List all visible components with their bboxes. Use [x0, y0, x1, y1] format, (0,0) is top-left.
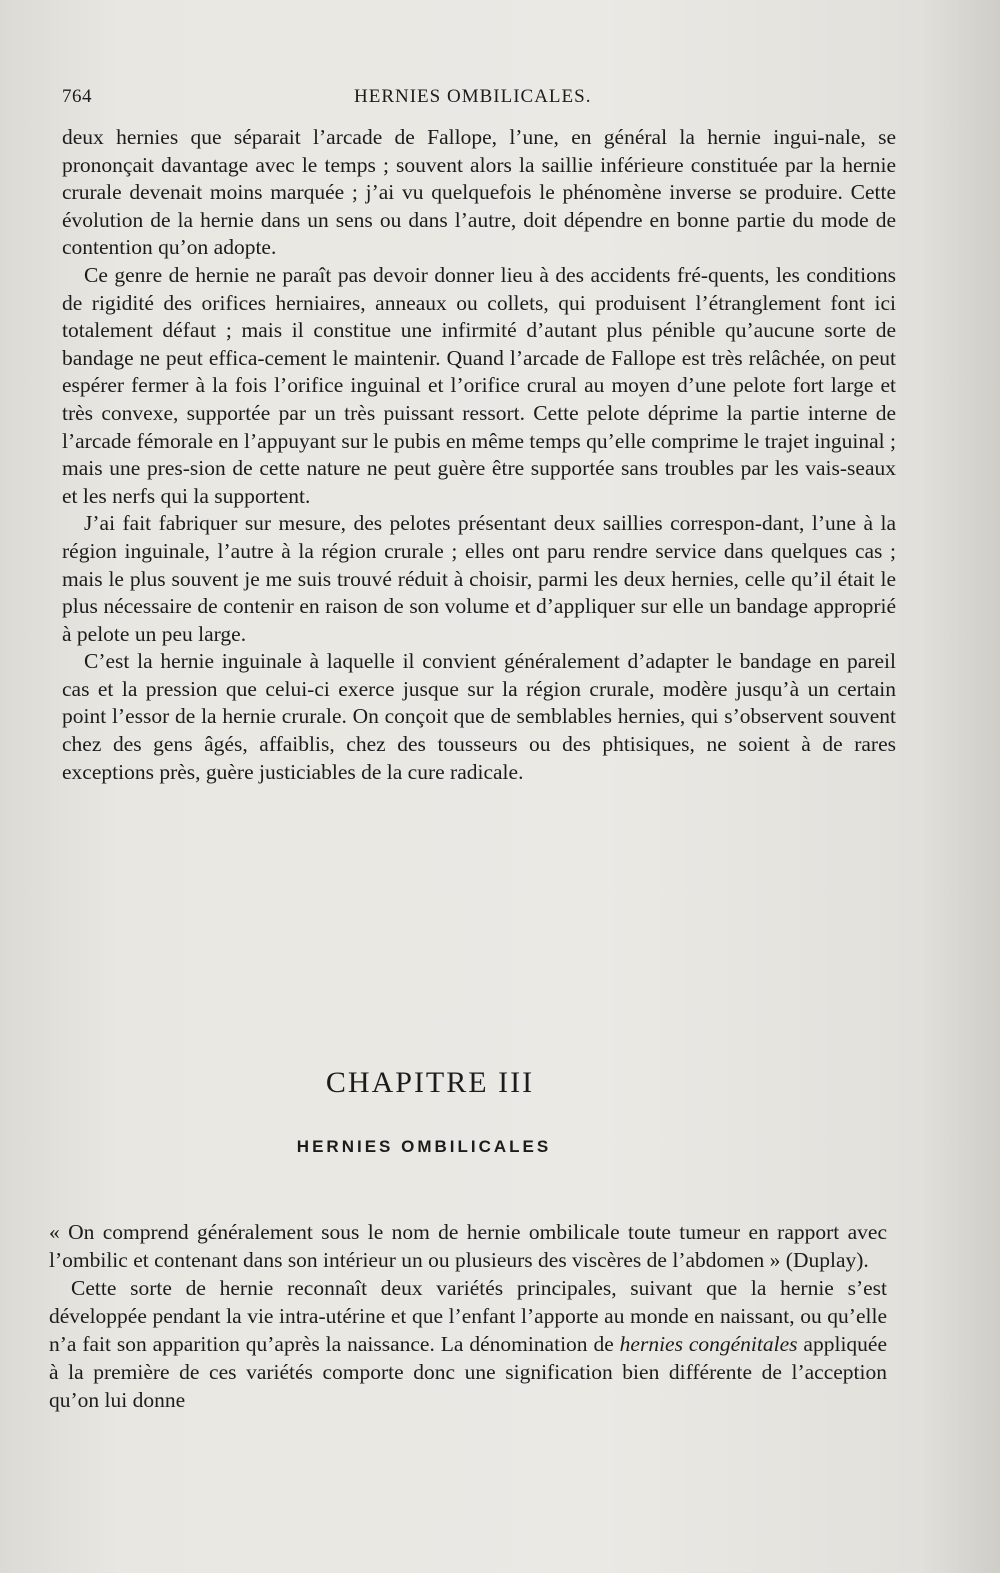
main-text-bottom [49, 1218, 887, 1414]
paragraph: J’ai fait fabriquer sur mesure, des pelotes présentant deux saillies correspon-dant, l’une à la région inguinale, l’autre à la région crurale ; elles ont paru rendre service dans quelques cas ; mais le plus souvent je me suis trouvé réduit à choisir, parmi les deux hernies, celle qu’il était le plus nécessaire de contenir en raison de son volume et d’appliquer sur elle un bandage approprié à pelote un peu large. [62, 511, 896, 646]
running-title: HERNIES OMBILICALES. [354, 86, 592, 107]
paragraph: C’est la hernie inguinale à laquelle il convient généralement d’adapter le bandage en pareil cas et la pression que celui-ci exerce jusque sur la région crurale, modère jusqu’à un certain point l’essor de la hernie crurale. On conçoit que de semblables hernies, qui s’observent souvent chez des gens âgés, affaiblis, chez des tousseurs ou des phtisiques, ne soient à de rares exceptions près, guère justiciables de la cure radicale. [62, 649, 896, 784]
page-number: 764 [62, 86, 92, 107]
italic-term: hernies congénitales [619, 1332, 798, 1356]
main-text-top [62, 124, 896, 786]
paragraph: Ce genre de hernie ne paraît pas devoir donner lieu à des accidents fré-quents, les conditions de rigidité des orifices herniaires, anneaux ou collets, qui produisent l’étranglement font ici totalement défaut ; mais il constitue une infirmité d’autant plus pénible qu’aucune sorte de bandage ne peut effica-cement le maintenir. Quand l’arcade de Fallope est très relâchée, on peut espérer fermer à la fois l’orifice inguinal et l’orifice crural au moyen d’une pelote fort large et très convexe, supportée par un très puissant ressort. Cette pelote déprime la partie interne de l’arcade fémorale en l’appuyant sur le pubis en même temps qu’elle comprime le trajet inguinal ; mais une pres-sion de cette nature ne peut guère être supportée sans troubles par les vais-seaux et les nerfs qui la supportent. [62, 262, 897, 508]
text-run: appliquée à la première de ces variétés comporte donc une signification bien différente de l’acception qu’on lui donne [49, 1332, 888, 1412]
chapter-subtitle: HERNIES OMBILICALES [296, 1137, 552, 1156]
running-header [62, 86, 912, 114]
paragraph: deux hernies que séparait l’arcade de Fallope, l’une, en général la hernie ingui-nale, se prononçait davantage avec le temps ; souvent alors la saillie inférieure constituée par la hernie crurale devenait moins marquée ; j’ai vu quelquefois le phénomène inverse se produire. Cette évolution de la hernie dans un sens ou dans l’autre, doit dépendre en bonne partie du mode de contention qu’on adopte. [62, 125, 896, 260]
paragraph [49, 1274, 887, 1414]
paragraph: « On comprend généralement sous le nom de hernie ombilicale toute tumeur en rapport avec l’ombilic et contenant dans son intérieur un ou plusieurs des viscères de l’abdomen » (Duplay). [49, 1220, 887, 1272]
chapter-title: CHAPITRE III [325, 1066, 535, 1099]
text-run: Cette sorte de hernie reconnaît deux variétés principales, suivant que la hernie s’est développée pendant la vie intra-utérine et que l’enfant l’apporte au monde en naissant, ou qu’elle n’a fait son apparition qu’après la naissance. La dénomination de [49, 1276, 887, 1356]
